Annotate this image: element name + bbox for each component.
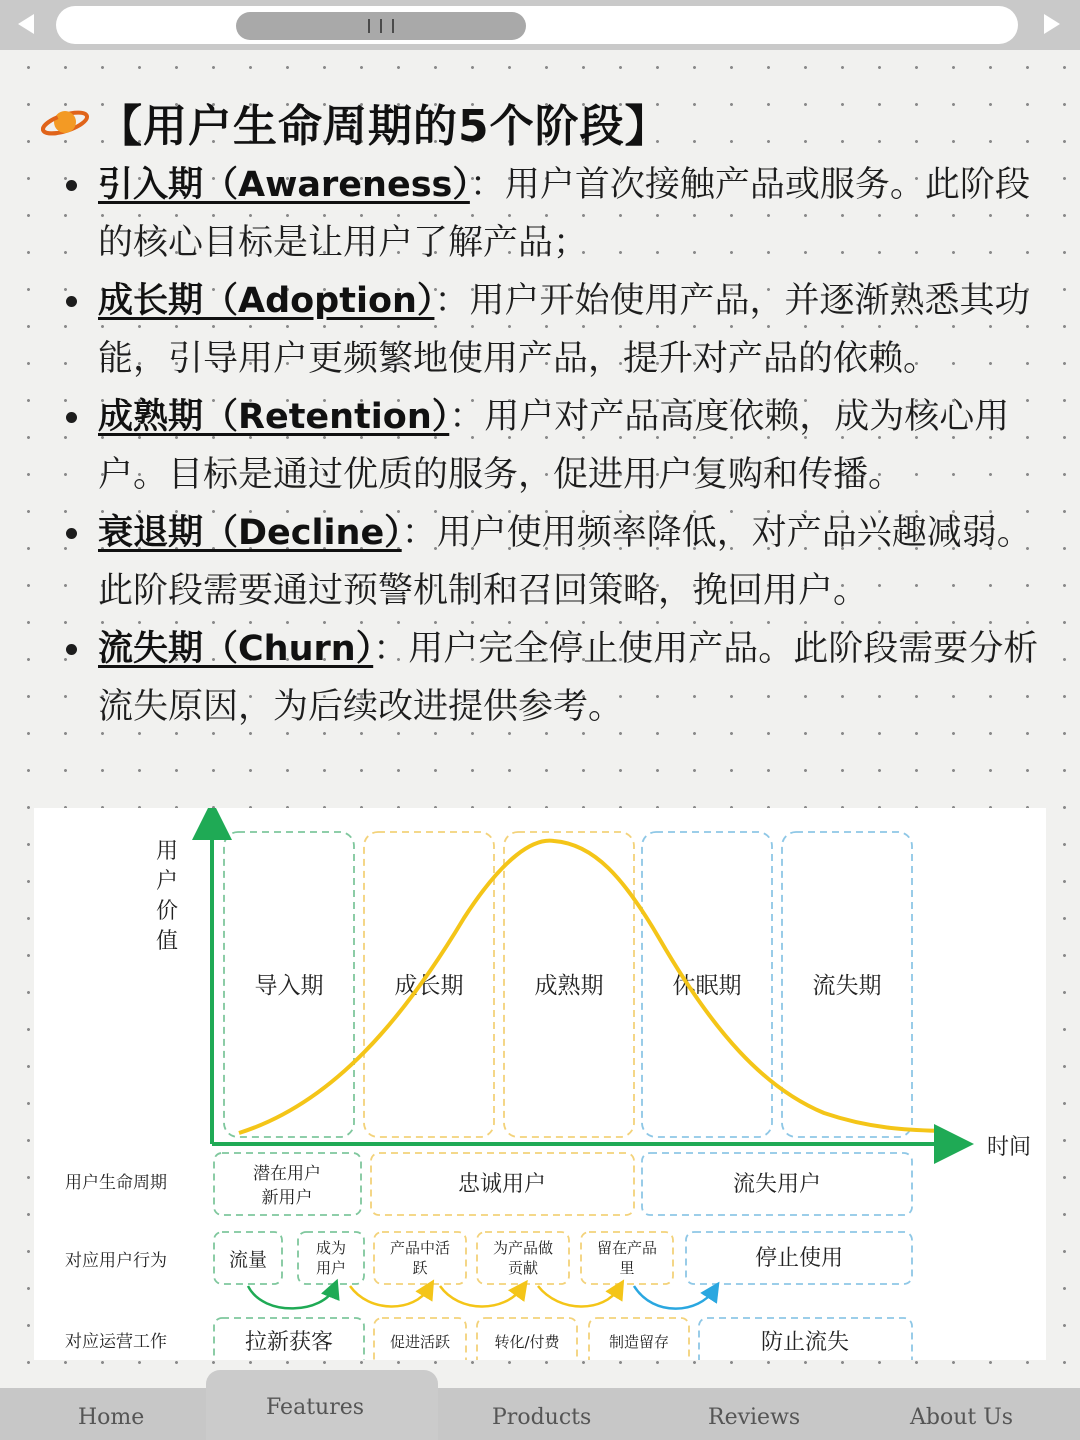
y-axis-label: 户 [155,869,179,894]
stage-item [62,620,1047,736]
tab-features[interactable]: Features [266,1395,365,1420]
grip-icon [380,19,382,33]
flow-arrow [248,1286,334,1308]
stage-term: 衰退期（Decline） [98,513,402,553]
behavior-text: 为产品做 [492,1239,554,1257]
stage-term: 引入期（Awareness） [98,165,470,205]
phase-label: 流失期 [812,973,882,999]
behavior-text: 留在产品 [596,1239,658,1257]
behavior-text: 停止使用 [754,1246,844,1271]
operation-text: 防止流失 [760,1330,850,1355]
stage-desc: ：用户对产品高度依赖，成为核心用户。目标是通过优质的服务，促进用户复购和传播。 [98,397,1010,495]
back-arrow-icon[interactable] [18,14,34,34]
stage-item [62,272,1047,388]
lifecycle-text: 流失用户 [732,1172,822,1197]
bullet-icon [66,296,77,307]
x-axis-label: 时间 [986,1135,1032,1160]
y-axis-label: 价 [155,899,179,924]
stage-list [62,156,1047,736]
address-bar[interactable] [56,6,1018,44]
phase-label: 休眠期 [672,973,742,999]
lifecycle-text: 潜在用户 [253,1164,321,1184]
tab-home[interactable]: Home [78,1405,145,1430]
phase-label: 导入期 [254,973,324,999]
phase-label: 成熟期 [534,973,604,999]
operation-text: 拉新获客 [244,1330,334,1355]
stage-desc: ：用户开始使用产品，并逐渐熟悉其功能，引导用户更频繁地使用产品，提升对产品的依赖。 [98,281,1030,379]
stage-term: 流失期（Churn） [98,629,374,669]
behavior-text: 里 [619,1259,635,1277]
stage-term: 成长期（Adoption） [98,281,435,321]
behavior-text: 成为 [315,1239,347,1257]
behavior-text: 用户 [315,1259,347,1277]
bullet-icon [66,180,77,191]
operation-text: 制造留存 [608,1333,670,1351]
stage-item [62,388,1047,504]
grip-icon [368,19,370,33]
phase-label: 成长期 [394,973,464,999]
operation-text: 转化/付费 [494,1333,560,1351]
lifecycle-text: 新用户 [261,1188,313,1208]
stage-desc: ：用户首次接触产品或服务。此阶段的核心目标是让用户了解产品； [98,165,1030,263]
stage-desc: ：用户完全停止使用产品。此阶段需要分析流失原因，为后续改进提供参考。 [98,629,1039,727]
lifecycle-text: 忠诚用户 [457,1172,547,1197]
bullet-icon [66,644,77,655]
flow-arrow [538,1286,619,1307]
bullet-icon [66,412,77,423]
lifecycle-diagram [34,808,1046,1360]
stage-item [62,156,1047,272]
scroll-handle[interactable] [236,12,526,40]
behavior-text: 产品中活 [389,1239,451,1257]
stage-item [62,504,1047,620]
behavior-text: 贡献 [507,1259,539,1277]
flow-arrow [440,1286,522,1307]
operation-text: 促进活跃 [389,1333,451,1351]
y-axis-label: 值 [155,929,179,954]
stage-desc: ：用户使用频率降低，对产品兴趣减弱。此阶段需要通过预警机制和召回策略，挽回用户。 [98,513,1032,611]
flow-arrow [350,1286,429,1307]
row-label: 对应运营工作 [65,1332,167,1352]
top-bar [0,0,1080,50]
page-heading [40,90,670,154]
behavior-text: 流量 [228,1249,268,1271]
page-title: 【用户生命周期的5个阶段】 [98,101,670,152]
forward-arrow-icon[interactable] [1044,14,1060,34]
row-label: 用户生命周期 [65,1173,167,1193]
tab-about-us[interactable]: About Us [910,1405,1014,1430]
y-axis-label: 用 [155,839,179,864]
stage-term: 成熟期（Retention） [98,397,450,437]
tab-products[interactable]: Products [492,1405,592,1430]
bullet-icon [66,528,77,539]
row-label: 对应用户行为 [65,1251,167,1271]
flow-arrow [634,1286,714,1309]
tab-reviews[interactable]: Reviews [708,1405,801,1430]
grip-icon [392,19,394,33]
planet-icon [40,105,90,139]
behavior-text: 跃 [412,1259,428,1277]
